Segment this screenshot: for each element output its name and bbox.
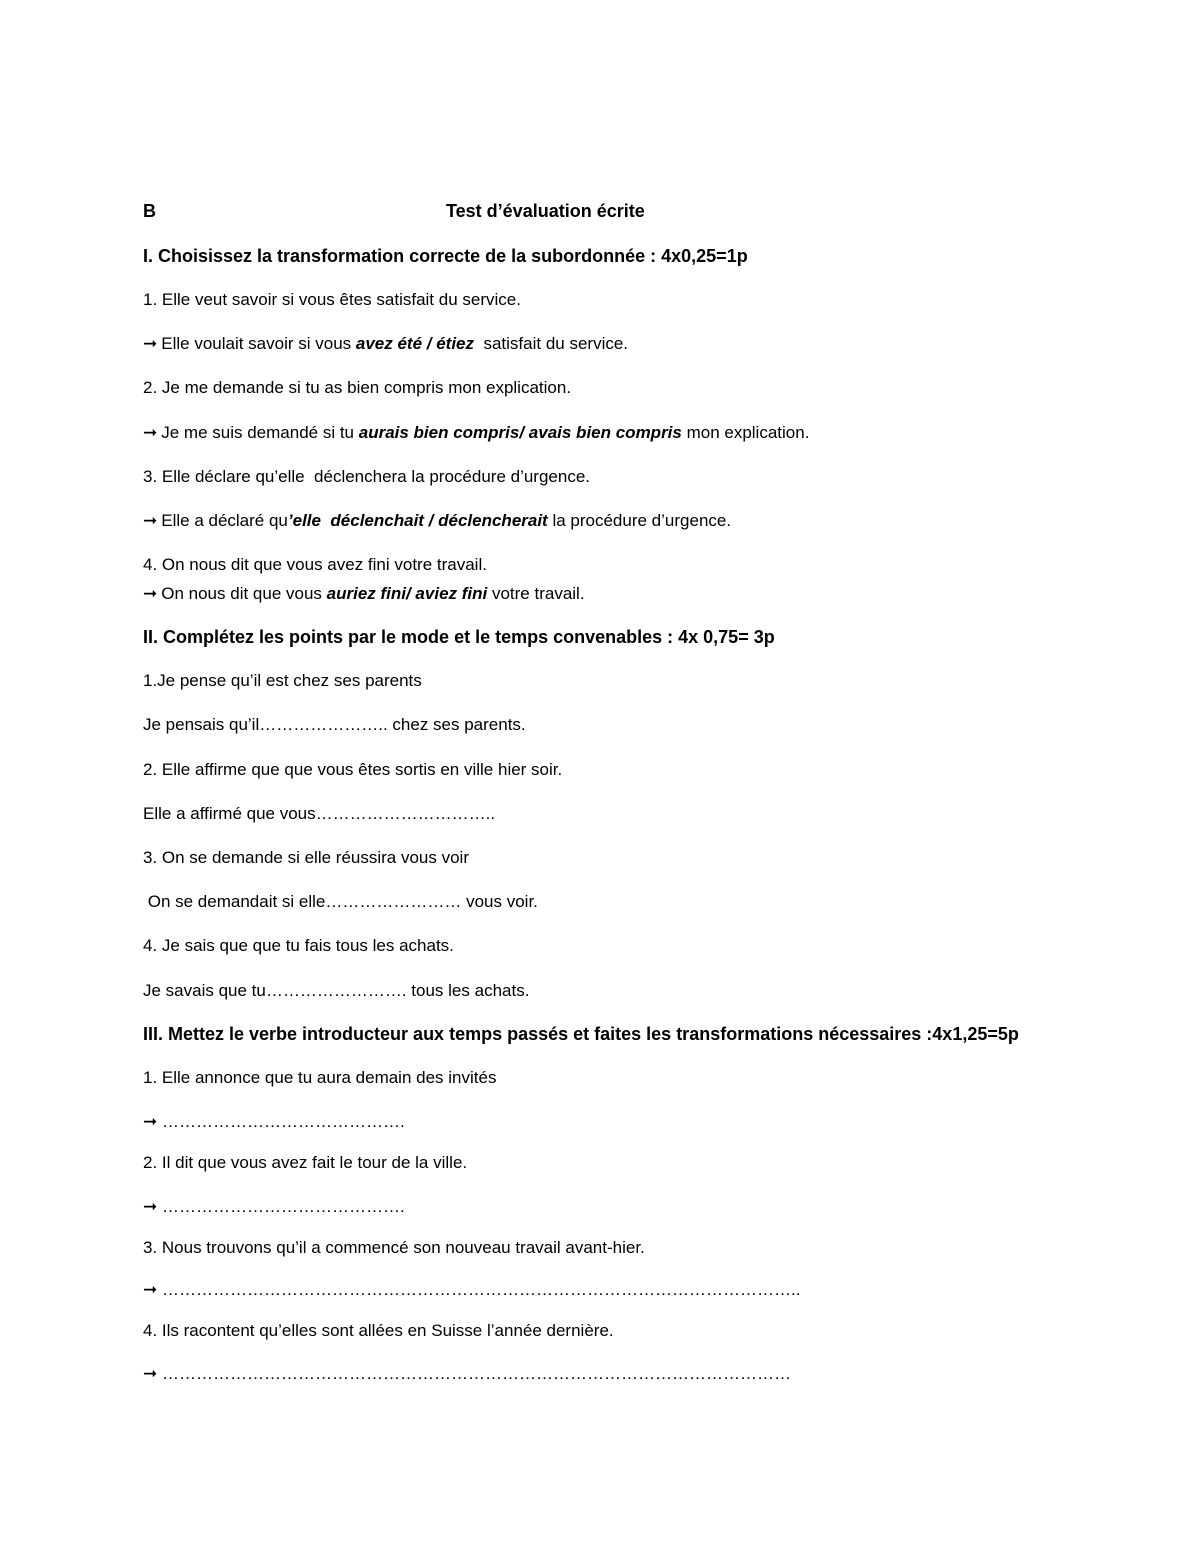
answer-text-after: mon explication.: [681, 423, 810, 442]
section-3-item-2-answer: ➞ …………………………………….: [143, 1197, 405, 1216]
answer-text-before: On nous dit que vous: [161, 584, 327, 603]
section-2-line: 2. Elle affirme que que vous êtes sortis en ville hier soir.: [143, 760, 563, 779]
arrow-icon: ➞: [143, 584, 158, 603]
section-2-line: Elle a affirmé que vous…………………………..: [143, 804, 496, 823]
answer-text-before: Elle voulait savoir si vous: [161, 334, 356, 353]
section-2-heading: II. Complétez les points par le mode et le temps convenables : 4x 0,75= 3p: [143, 627, 775, 647]
arrow-icon: ➞: [143, 423, 158, 442]
section-3-item-1-source: 1. Elle annonce que tu aura demain des invités: [143, 1068, 497, 1087]
section-3-item-4-answer: ➞ …………………………………………………………………………………………………: [143, 1364, 791, 1383]
section-2-line: 1.Je pense qu’il est chez ses parents: [143, 671, 422, 690]
arrow-icon: ➞: [143, 511, 158, 530]
section-3-item-1-answer: ➞ …………………………………….: [143, 1112, 405, 1131]
section-2-line: 4. Je sais que que tu fais tous les achats.: [143, 936, 454, 955]
section-1-item-4-source: 4. On nous dit que vous avez fini votre travail.: [143, 555, 487, 574]
section-2-line: On se demandait si elle…………………… vous voir.: [143, 892, 538, 911]
answer-choice: ’elle déclenchait / déclencherait: [287, 511, 548, 530]
test-variant-letter: B: [143, 201, 156, 221]
answer-choice: avez été / étiez: [355, 334, 475, 353]
section-1-item-2-answer: [143, 422, 809, 444]
section-1-item-3-source: 3. Elle déclare qu’elle déclenchera la procédure d’urgence.: [143, 467, 591, 486]
arrow-icon: ➞: [143, 334, 158, 353]
section-2-line: 3. On se demande si elle réussira vous voir: [143, 848, 469, 867]
test-title: Test d’évaluation écrite: [446, 201, 645, 221]
section-3-item-4-source: 4. Ils racontent qu’elles sont allées en Suisse l’année dernière.: [143, 1321, 614, 1340]
section-1-item-3-answer: [143, 510, 731, 532]
section-3-item-3-answer: ➞ …………………………………………………………………………………………………..: [143, 1280, 801, 1299]
answer-text-before: Elle a déclaré qu: [161, 511, 288, 530]
answer-text-after: satisfait du service.: [474, 334, 629, 353]
section-2-line: Je savais que tu……………………. tous les achats.: [143, 981, 530, 1000]
section-3-heading: III. Mettez le verbe introducteur aux temps passés et faites les transformations nécessaires :4x1,25=5p: [143, 1024, 1019, 1044]
answer-text-before: Je me suis demandé si tu: [161, 423, 359, 442]
section-1-item-1-answer: [143, 333, 628, 355]
section-2-line: Je pensais qu’il………………….. chez ses parents.: [143, 715, 526, 734]
answer-choice: aurais bien compris/ avais bien compris: [358, 423, 682, 442]
answer-choice: auriez fini/ aviez fini: [326, 584, 488, 603]
section-1-item-4-answer: [143, 583, 585, 605]
section-1-heading: I. Choisissez la transformation correcte de la subordonnée : 4x0,25=1p: [143, 246, 748, 266]
section-1-item-1-source: 1. Elle veut savoir si vous êtes satisfait du service.: [143, 290, 521, 309]
answer-text-after: votre travail.: [487, 584, 585, 603]
section-3-item-3-source: 3. Nous trouvons qu’il a commencé son nouveau travail avant-hier.: [143, 1238, 645, 1257]
section-3-item-2-source: 2. Il dit que vous avez fait le tour de la ville.: [143, 1153, 468, 1172]
answer-text-after: la procédure d’urgence.: [547, 511, 732, 530]
section-1-item-2-source: 2. Je me demande si tu as bien compris mon explication.: [143, 378, 572, 397]
